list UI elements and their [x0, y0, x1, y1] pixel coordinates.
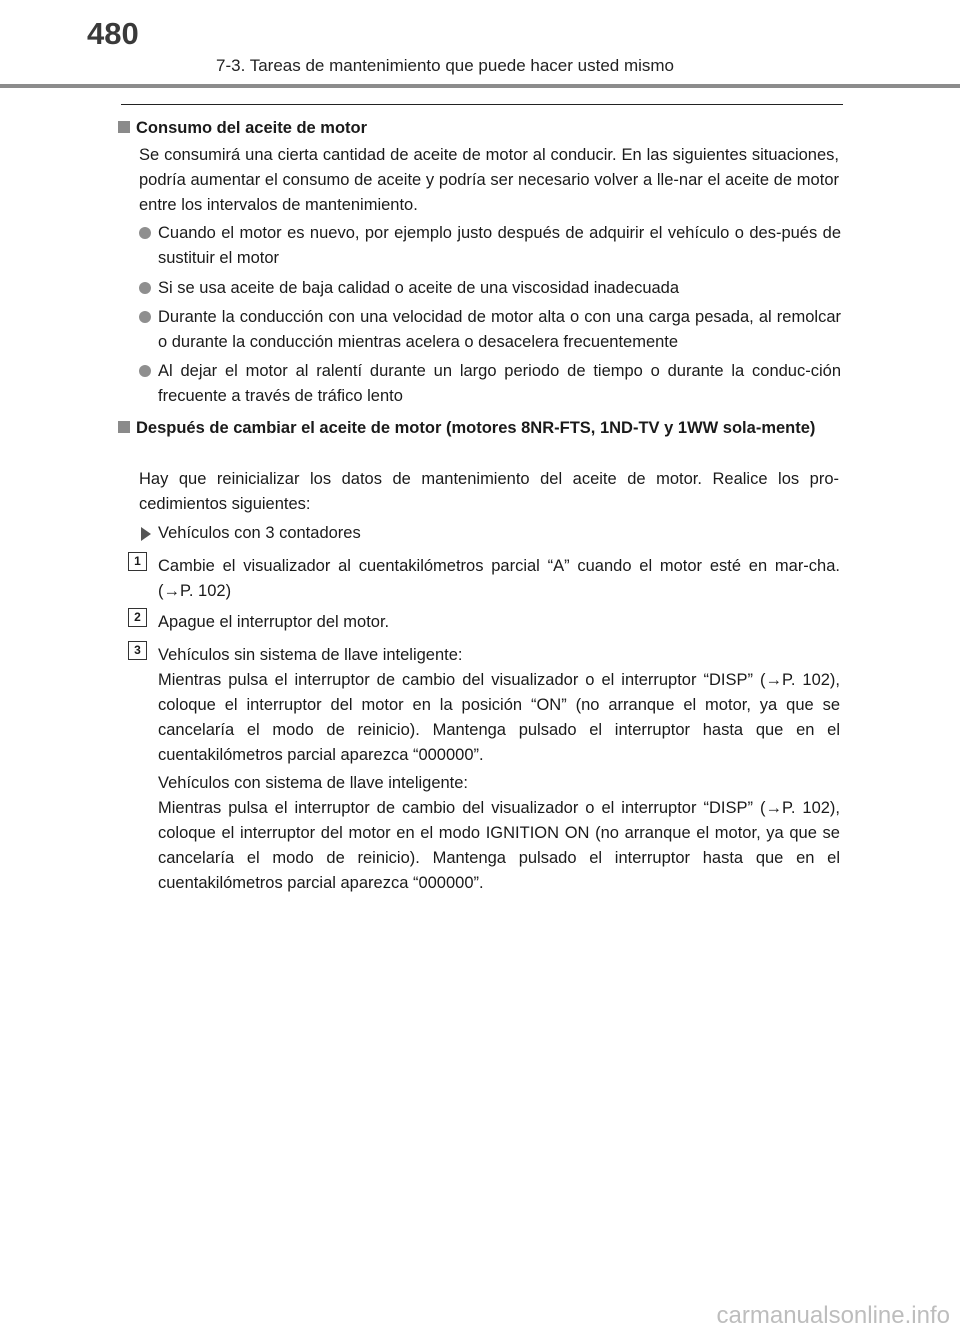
step-2-text: Apague el interruptor del motor. [158, 613, 390, 631]
list-item [139, 359, 841, 409]
list-item-text: Cuando el motor es nuevo, por ejemplo justo después de adquirir el vehículo o des-pués de sustituir el motor [158, 224, 841, 267]
section-heading-oil-consumption [118, 116, 846, 141]
vehicle-type-text: Vehículos con 3 contadores [158, 524, 361, 542]
square-bullet-icon [118, 121, 130, 133]
vehicle-type-label [139, 521, 839, 546]
step-number-badge: 2 [128, 608, 147, 627]
step-3-a-body: Mientras pulsa el interruptor de cambio del visualizador o el interruptor “DISP” (→P. 102), coloque el interruptor del motor en la posición “ON” (no arranque el motor, ya que se cancelaría el modo de reinicio). Mantenga pulsado el interruptor hasta que en el cuentakilómetros parcial aparezca “000000”. [158, 671, 840, 764]
section-title: 7-3. Tareas de mantenimiento que puede hacer usted mismo [216, 56, 675, 75]
step-3-text-a [158, 643, 840, 768]
circle-bullet-icon [139, 227, 151, 239]
content-divider [121, 104, 843, 105]
step-3-a-title: Vehículos sin sistema de llave inteligente: [158, 646, 463, 664]
step-3-b-title: Vehículos con sistema de llave inteligente: [158, 774, 469, 792]
step-3-b-body: Mientras pulsa el interruptor de cambio del visualizador o el interruptor “DISP” (→P. 102), coloque el interruptor del motor en el modo IGNITION ON (no arranque el motor, ya que se cancelaría el modo de reinicio). Mantenga pulsado el interruptor hasta que en el cuentakilómetros parcial aparezca “000000”. [158, 799, 840, 892]
triangle-arrow-icon [141, 527, 151, 541]
oil-consumption-intro: Se consumirá una cierta cantidad de aceite de motor al conducir. En las siguientes situaciones, podría aumentar el consumo de aceite y podría ser necesario volver a lle-nar el aceite de motor entre los intervalos de mantenimiento. [139, 146, 839, 214]
step-number-badge: 3 [128, 641, 147, 660]
step-number-badge: 1 [128, 552, 147, 571]
heading-text: Después de cambiar el aceite de motor (motores 8NR-FTS, 1ND-TV y 1WW sola-mente) [136, 419, 816, 437]
circle-bullet-icon [139, 282, 151, 294]
watermark: carmanualsonline.info [716, 1302, 950, 1329]
header-divider [0, 84, 960, 88]
heading-text: Consumo del aceite de motor [136, 119, 368, 137]
circle-bullet-icon [139, 311, 151, 323]
list-item-text: Si se usa aceite de baja calidad o aceite de una viscosidad inadecuada [158, 279, 680, 297]
after-oil-change-intro: Hay que reinicializar los datos de mantenimiento del aceite de motor. Realice los pro-cedimientos siguientes: [139, 470, 839, 513]
list-item-text: Al dejar el motor al ralentí durante un largo periodo de tiempo o durante la conduc-ción frecuente a través de tráfico lento [158, 362, 841, 405]
step-3-text-b [158, 771, 840, 896]
list-item [139, 305, 841, 355]
circle-bullet-icon [139, 365, 151, 377]
step-1-text: Cambie el visualizador al cuentakilómetros parcial “A” cuando el motor esté en mar-cha. (→P. 102) [158, 557, 840, 600]
section-heading-after-oil-change [118, 416, 846, 441]
list-item [139, 276, 841, 301]
page-number: 480 [87, 16, 139, 51]
list-item-text: Durante la conducción con una velocidad de motor alta o con una carga pesada, al remolcar o durante la conducción mientras acelera o desacelera frecuentemente [158, 308, 841, 351]
square-bullet-icon [118, 421, 130, 433]
page-header [0, 0, 960, 90]
list-item [139, 221, 841, 271]
